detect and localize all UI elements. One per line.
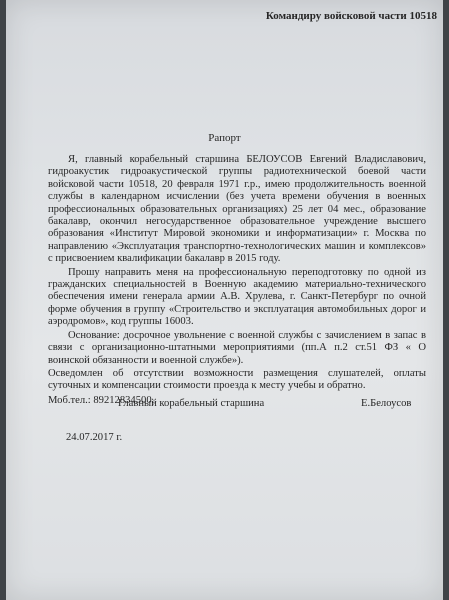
phone-number: Моб.тел.: 89212834500.: [48, 394, 155, 406]
signature-title: Главный корабельный старшина: [118, 398, 265, 409]
document-sheet: [6, 0, 443, 600]
paragraph-basis: Основание: досрочное увольнение с военной службы с зачислением в запас в связи с организационно-штатными мероприятиями (пп.А п.2 ст.51 ФЗ « О воинской обязанности и военной службе»).: [48, 329, 426, 366]
paragraph-request: Прошу направить меня на профессиональную переподготовку по одной из гражданских специальностей в Военную академию материально-технического обеспечения имени генерала армии А.В. Хрулева, г. Санкт-Петербург по очной форме обучения в группу «Строительство и эксплуатация автомобильных дорог и аэродромов», код группы 16003.: [48, 266, 426, 328]
signature-name: Е.Белоусов: [361, 398, 412, 409]
document-date: 24.07.2017 г.: [66, 432, 123, 443]
paragraph-notice: Осведомлен об отсутствии возможности размещения слушателей, оплаты суточных и компенсации стоимости проезда к месту учебы и обратно.: [48, 367, 426, 392]
document-title: Рапорт: [208, 132, 241, 144]
paragraph-intro: Я, главный корабельный старшина БЕЛОУСОВ Евгений Владиславович, гидроакустик гидроакустической группы радиотехнической боевой части войсковой части 10518, 20 февраля 1971 г.р., имею продолжительность военной службы в календарном исчислении (без учета времени обучения в военных профессиональных образовательных организациях) 25 лет 04 мес., образование бакалавр, окончил негосударственное образовательное учреждение высшего образования «Институт Мировой экономики и информатизации» г. Москва по направлению «Эксплуатация транспортно-технологических машин и комплексов» с присвоением квалификации бакалавр в 2015 году.: [48, 154, 426, 265]
document-body: [48, 154, 426, 408]
addressee: Командиру войсковой части 10518: [265, 10, 437, 22]
